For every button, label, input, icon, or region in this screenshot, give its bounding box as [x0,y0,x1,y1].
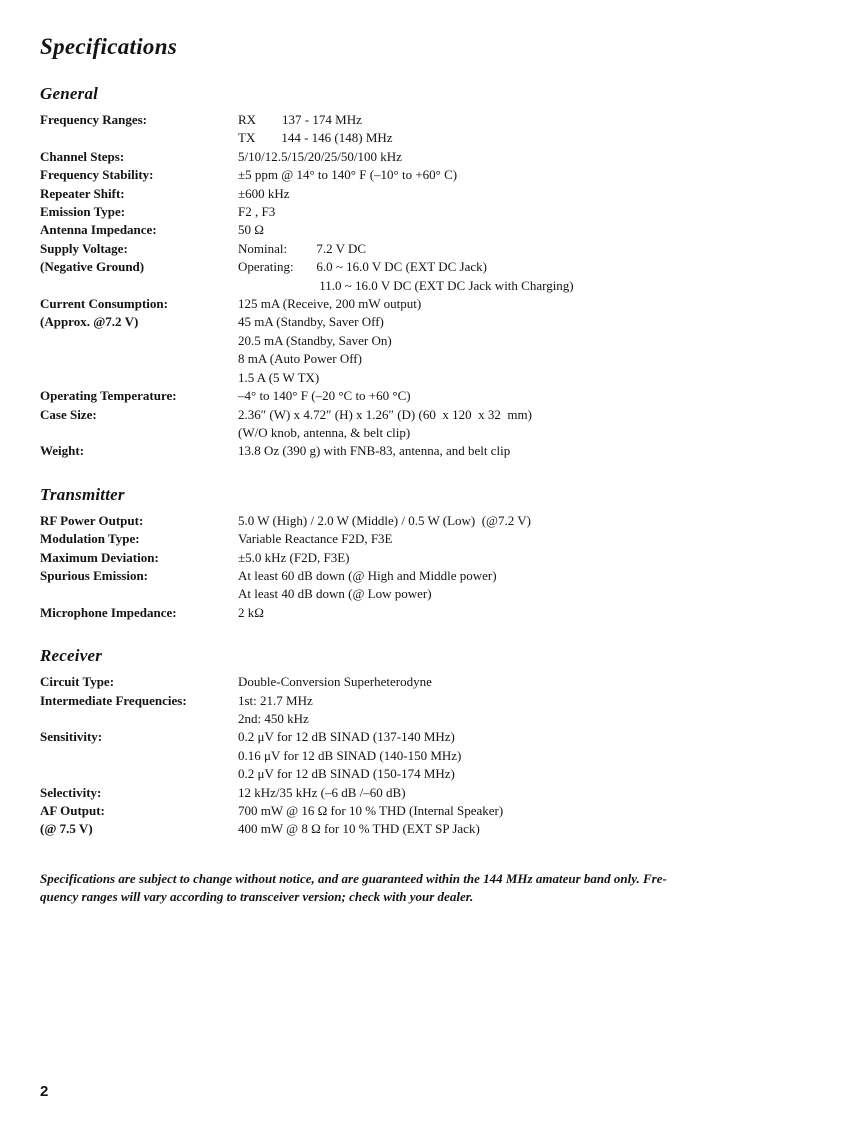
spec-value: 125 mA (Receive, 200 mW output) [238,296,422,312]
spec-label: (Approx. @7.2 V) [40,314,139,330]
spec-value: 1st: 21.7 MHz [238,692,313,708]
spec-label: Sensitivity: [40,729,103,745]
spec-value: 5/10/12.5/15/20/25/50/100 kHz [238,148,402,164]
spec-row [40,332,826,350]
spec-value: –4° to 140° F (–20 °C to +60 °C) [238,388,411,404]
footnote-line-2: quency ranges will vary according to transceiver version; check with your dealer. [40,889,474,905]
spec-label: (@ 7.5 V) [40,821,93,837]
spec-value: Variable Reactance F2D, F3E [238,531,393,547]
spec-value: Double-Conversion Superheterodyne [238,674,432,690]
footnote-line-1: Specifications are subject to change without notice, and are guaranteed within the 144 MHz amateur band only. Fre- [40,870,667,886]
spec-value: At least 40 dB down (@ Low power) [238,586,432,602]
spec-row [40,258,826,276]
spec-label: Circuit Type: [40,674,115,690]
spec-row [40,784,826,802]
spec-value: 1.5 A (5 W TX) [238,369,320,385]
spec-label [40,369,238,387]
spec-row [40,765,826,783]
spec-row [40,802,826,820]
spec-label: Supply Voltage: [40,240,128,256]
spec-row [40,129,826,147]
spec-value: At least 60 dB down (@ High and Middle power) [238,567,497,583]
section-heading: General [40,84,99,103]
spec-label: Antenna Impedance: [40,222,157,238]
spec-value: RX 137 - 174 MHz [238,112,362,127]
spec-row [40,530,826,548]
spec-row [40,387,826,405]
spec-row [40,277,826,295]
spec-value: Operating: 6.0 ~ 16.0 V DC (EXT DC Jack) [238,259,487,275]
spec-row [40,604,826,622]
page-title: Specifications [40,34,178,59]
spec-label: AF Output: [40,803,105,818]
spec-label: Current Consumption: [40,296,168,312]
spec-label: Emission Type: [40,204,126,220]
spec-row [40,710,826,728]
spec-value: 2 kΩ [238,604,264,620]
spec-row [40,585,826,603]
spec-value: 2.36″ (W) x 4.72″ (H) x 1.26″ (D) (60 x 120 x 32 mm) [238,406,532,422]
spec-row [40,350,826,368]
spec-label: Frequency Ranges: [40,112,148,127]
spec-value: 20.5 mA (Standby, Saver On) [238,332,392,348]
spec-label [40,747,238,765]
spec-label [40,765,238,783]
spec-value: 700 mW @ 16 Ω for 10 % THD (Internal Speaker) [238,803,504,818]
spec-label: Maximum Deviation: [40,549,159,565]
spec-label [40,710,238,728]
spec-value: ±5.0 kHz (F2D, F3E) [238,549,350,565]
spec-row [40,512,826,530]
spec-value: 11.0 ~ 16.0 V DC (EXT DC Jack with Charging) [238,277,574,293]
spec-value: 0.16 μV for 12 dB SINAD (140-150 MHz) [238,747,462,763]
spec-label: Weight: [40,443,85,459]
spec-section [40,485,826,622]
section-rows [40,512,826,622]
section-rows [40,673,826,839]
spec-row [40,369,826,387]
spec-section [40,84,826,461]
spec-row [40,673,826,691]
spec-label [40,350,238,368]
spec-value: TX 144 - 146 (148) MHz [238,130,393,146]
section-heading: Receiver [40,646,103,666]
spec-label [40,129,238,147]
spec-row [40,166,826,184]
spec-label: Modulation Type: [40,531,140,547]
spec-row [40,424,826,442]
spec-label: RF Power Output: [40,512,144,528]
spec-value: Nominal: 7.2 V DC [238,240,367,256]
spec-label: Spurious Emission: [40,567,149,583]
sections-container [40,84,826,839]
spec-label: Microphone Impedance: [40,604,177,620]
spec-row [40,747,826,765]
spec-label: Frequency Stability: [40,167,154,183]
spec-value: 45 mA (Standby, Saver Off) [238,314,384,330]
spec-value: 13.8 Oz (390 g) with FNB-83, antenna, and belt clip [238,443,511,459]
spec-label: Channel Steps: [40,148,125,164]
spec-label [40,424,238,442]
spec-label [40,585,238,603]
spec-row [40,111,826,129]
spec-value: ±5 ppm @ 14° to 140° F (–10° to +60° C) [238,167,458,183]
spec-label: Repeater Shift: [40,185,125,201]
spec-row [40,240,826,258]
spec-row [40,295,826,313]
spec-value: F2 , F3 [238,204,276,220]
spec-label: Intermediate Frequencies: [40,692,187,708]
spec-value: 0.2 μV for 12 dB SINAD (150-174 MHz) [238,766,455,782]
spec-value: ±600 kHz [238,185,290,201]
spec-row [40,567,826,585]
spec-row [40,148,826,166]
spec-row [40,442,826,460]
spec-value: 0.2 μV for 12 dB SINAD (137-140 MHz) [238,729,455,745]
spec-value: 50 Ω [238,222,264,238]
spec-label [40,332,238,350]
spec-label: Case Size: [40,406,97,422]
spec-row [40,406,826,424]
spec-row [40,820,826,838]
spec-value: 8 mA (Auto Power Off) [238,351,362,367]
spec-row [40,549,826,567]
section-heading: Transmitter [40,484,125,504]
spec-label [40,277,238,295]
spec-value: (W/O knob, antenna, & belt clip) [238,424,411,440]
spec-row [40,221,826,239]
spec-value: 400 mW @ 8 Ω for 10 % THD (EXT SP Jack) [238,821,480,837]
spec-label: (Negative Ground) [40,259,145,275]
section-rows [40,111,826,461]
spec-label: Operating Temperature: [40,388,177,404]
spec-row [40,728,826,746]
spec-row [40,185,826,203]
spec-value: 2nd: 450 kHz [238,710,309,726]
spec-section [40,646,826,839]
spec-value: 5.0 W (High) / 2.0 W (Middle) / 0.5 W (Low) (@7.2 V) [238,512,532,528]
spec-row [40,692,826,710]
spec-row [40,203,826,221]
footnote [40,870,826,907]
spec-row [40,313,826,331]
page-number: 2 [40,1083,49,1100]
spec-value: 12 kHz/35 kHz (–6 dB /–60 dB) [238,784,406,800]
spec-label: Selectivity: [40,784,102,800]
